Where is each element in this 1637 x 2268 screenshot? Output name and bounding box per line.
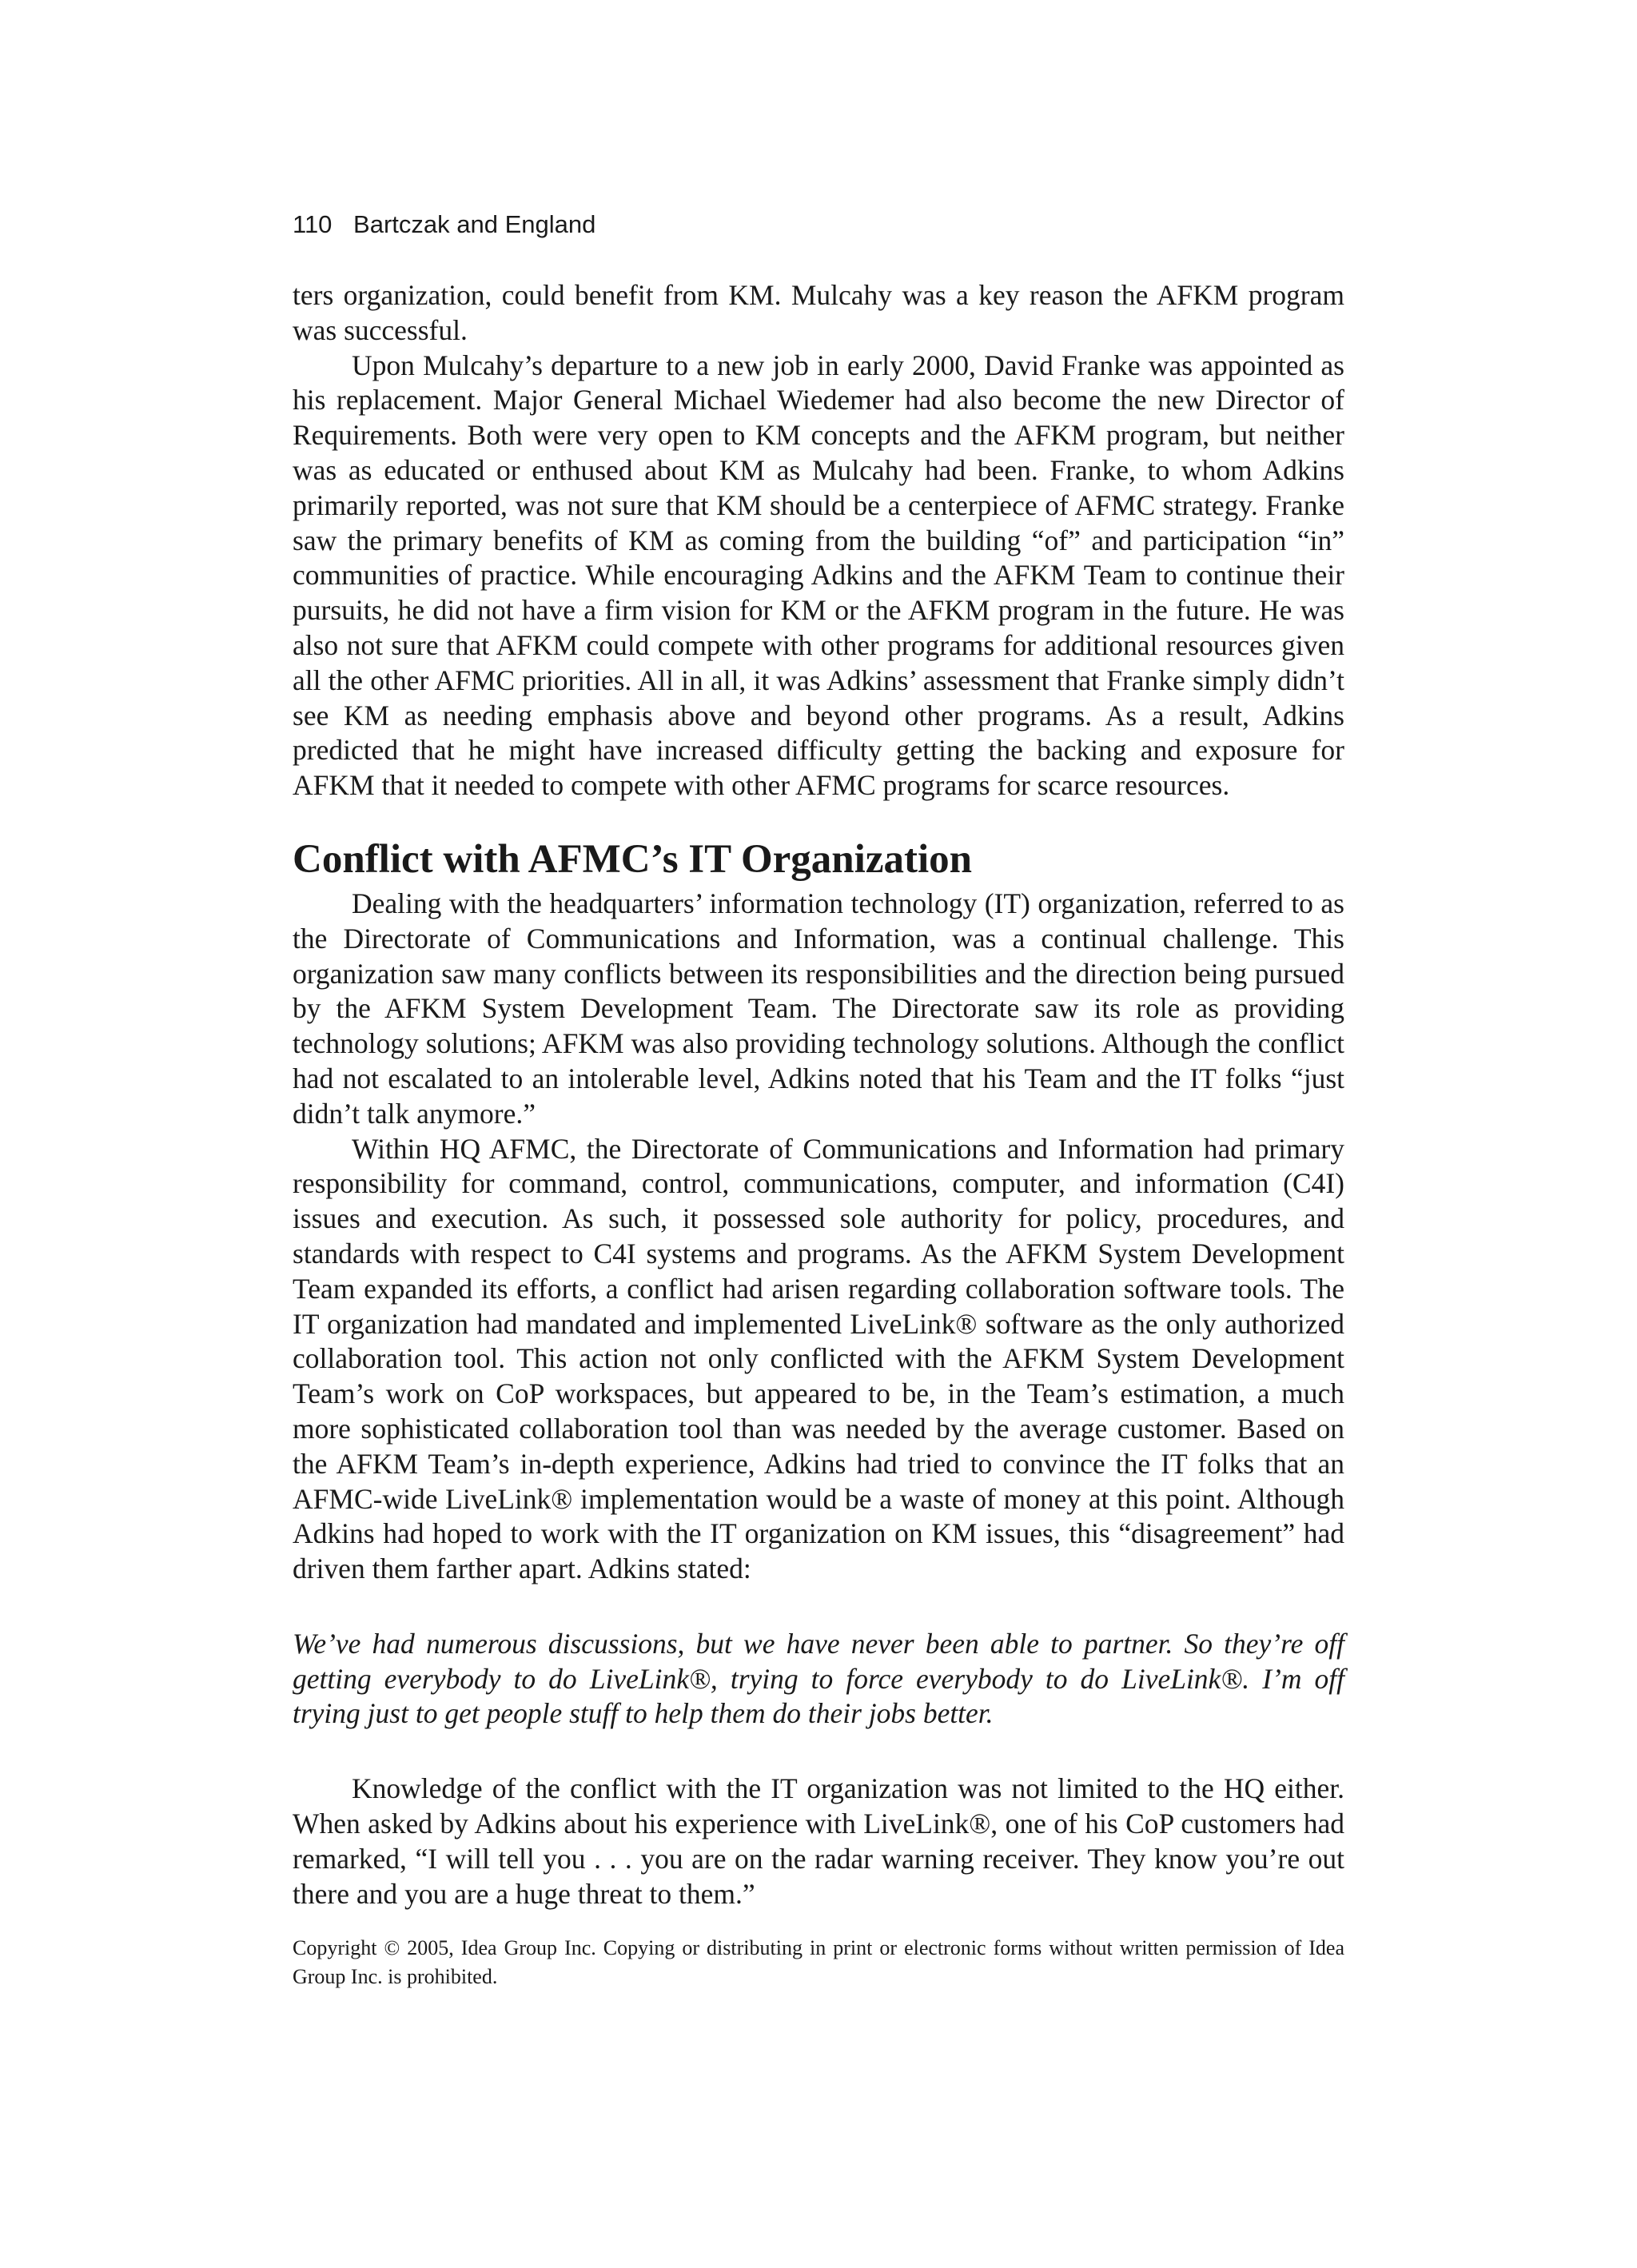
body-paragraph-continued: ters organization, could benefit from KM. Mulcahy was a key reason the AFKM program was successful. — [293, 279, 1344, 346]
running-title: Bartczak and England — [353, 210, 596, 238]
body-paragraph-franke: Upon Mulcahy’s departure to a new job in early 2000, David Franke was appointed as his replacement. Major General Michael Wiedemer had also become the new Director of Requirements. Both were very open to KM concepts and the AFKM program, but neither was as educated or enthused about KM as Mulcahy had been. Franke, to whom Adkins primarily reported, was not sure that KM should be a centerpiece of AFMC strategy. Franke saw the primary benefits of KM as coming from the building “of” and participation “in” communities of practice. While encouraging Adkins and the AFKM Team to continue their pursuits, he did not have a firm vision for KM or the AFKM program in the future. He was also not sure that AFKM could compete with other programs for additional resources given all the other AFMC priorities. All in all, it was Adkins’ assessment that Franke simply didn’t see KM as needing emphasis above and beyond other programs. As a result, Adkins predicted that he might have increased difficulty getting the backing and exposure for AFKM that it needed to compete with other AFMC programs for scarce resources. — [293, 349, 1344, 802]
book-page — [293, 206, 1344, 1991]
body-paragraph-closing: Knowledge of the conflict with the IT organization was not limited to the HQ either. When asked by Adkins about his experience with LiveLink®, one of his CoP customers had remarked, “I will tell you . . . you are on the radar warning receiver. They know you’re out there and you are a huge threat to them.” — [293, 1772, 1344, 1910]
body-paragraph-c4i: Within HQ AFMC, the Directorate of Communications and Information had primary responsibility for command, control, communications, computer, and information (C4I) issues and execution. As such, it possessed sole authority for policy, procedures, and standards with respect to C4I systems and programs. As the AFKM System Development Team expanded its efforts, a conflict had arisen regarding collaboration software tools. The IT organization had mandated and implemented LiveLink® software as the only authorized collaboration tool. This action not only conflicted with the AFKM System Development Team’s work on CoP workspaces, but appeared to be, in the Team’s estimation, a much more sophisticated collaboration tool than was needed by the average customer. Based on the AFKM Team’s in-depth experience, Adkins had tried to convince the IT folks that an AFMC-wide LiveLink® implementation would be a waste of money at this point. Although Adkins had hoped to work with the IT organization on KM issues, this “disagreement” had driven them farther apart. Adkins stated: — [293, 1132, 1344, 1585]
running-head — [293, 206, 1344, 243]
block-quote: We’ve had numerous discussions, but we have never been able to partner. So they’re off getting everybody to do LiveLink®, trying to force everybody to do LiveLink®. I’m off trying just to get people stuff to help them do their jobs better. — [293, 1627, 1344, 1730]
page-number: 110 — [293, 210, 333, 238]
section-heading: Conflict with AFMC’s IT Organization — [293, 836, 972, 882]
body-paragraph-it-organization: Dealing with the headquarters’ information technology (IT) organization, referred to as the Directorate of Communications and Information, was a continual challenge. This organization saw many conflicts between its responsibilities and the direction being pursued by the AFKM System Development Team. The Directorate saw its role as providing technology solutions; AFKM was also providing technology solutions. Although the conflict had not escalated to an intolerable level, Adkins noted that his Team and the IT folks “just didn’t talk anymore.” — [293, 887, 1344, 1130]
copyright-notice: Copyright © 2005, Idea Group Inc. Copying or distributing in print or electronic forms without written permission of Idea Group Inc. is prohibited. — [293, 1936, 1344, 1989]
